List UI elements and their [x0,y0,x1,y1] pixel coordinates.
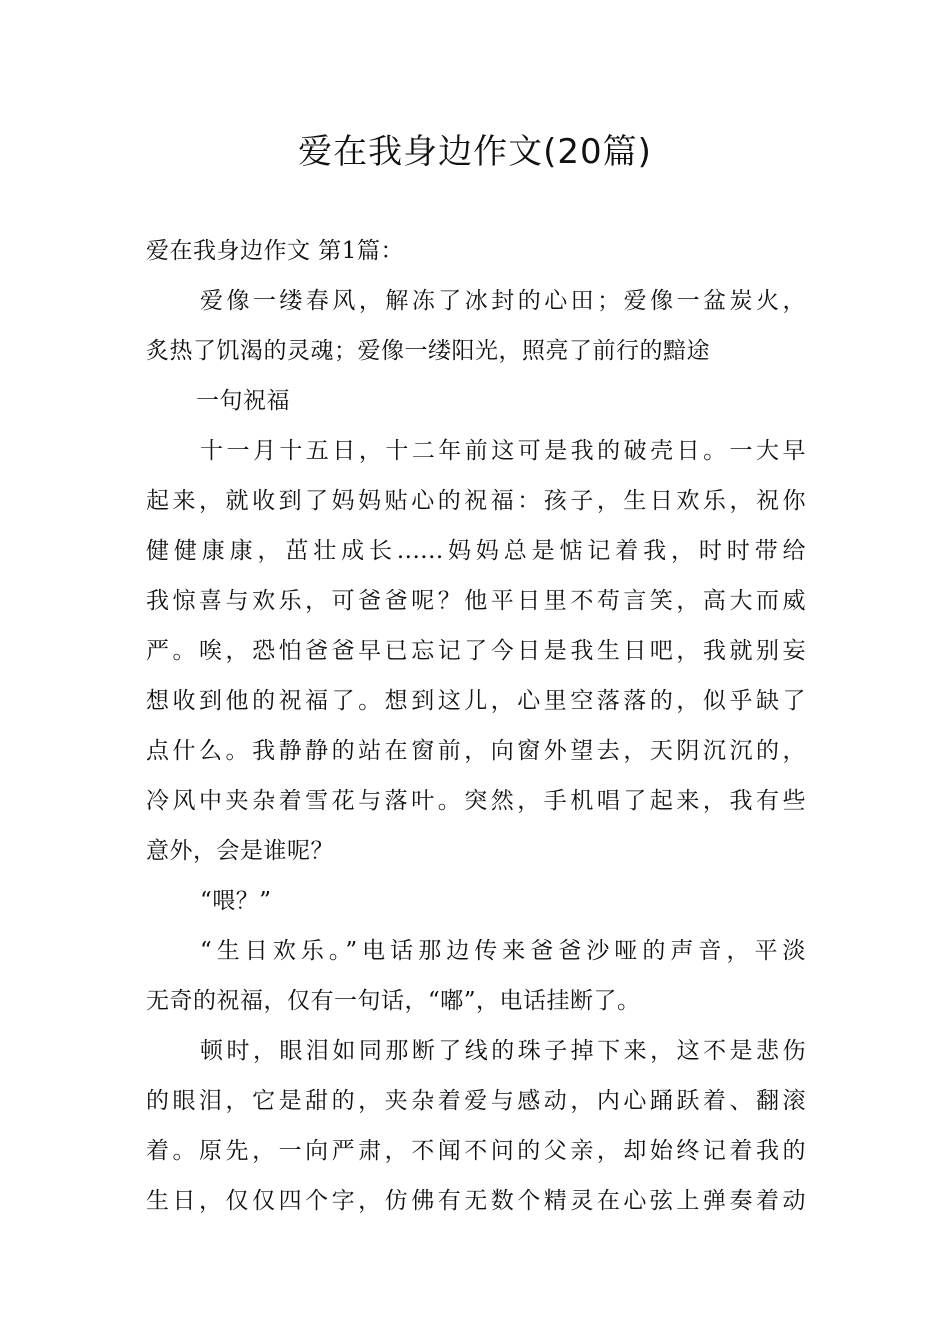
paragraph-line: 健健康康，茁壮成长......妈妈总是惦记着我，时时带给 [146,538,806,564]
paragraph-line: 的眼泪，它是甜的，夹杂着爱与感动，内心踊跃着、翻滚 [146,1088,806,1114]
paragraph-line: 生日，仅仅四个字，仿佛有无数个精灵在心弦上弹奏着动 [146,1188,806,1214]
subheading: 一句祝福 [196,388,290,414]
section-heading: 爱在我身边作文 第1篇： [146,238,404,264]
paragraph-line: 想收到他的祝福了。想到这儿，心里空落落的，似乎缺了 [146,688,806,714]
document-title: 爱在我身边作文(20篇) [298,132,652,172]
paragraph-line: 我惊喜与欢乐，可爸爸呢？他平日里不苟言笑，高大而威 [146,588,806,614]
paragraph-line: 冷风中夹杂着雪花与落叶。突然，手机唱了起来，我有些 [146,788,806,814]
dialogue-line: “喂？” [200,888,272,914]
paragraph-line: 严。唉，恐怕爸爸早已忘记了今日是我生日吧，我就别妄 [146,638,806,664]
paragraph-line: 点什么。我静静的站在窗前，向窗外望去，天阴沉沉的， [146,738,806,764]
document-body [146,226,806,1226]
paragraph-line: 炙热了饥渴的灵魂；爱像一缕阳光，照亮了前行的黯途 [146,338,710,364]
paragraph-line: 顿时，眼泪如同那断了线的珠子掉下来，这不是悲伤 [200,1038,806,1064]
paragraph-line: 十一月十五日，十二年前这可是我的破壳日。一大早 [200,438,806,464]
paragraph-line: 意外，会是谁呢？ [146,838,334,864]
paragraph-line: “生日欢乐。”电话那边传来爸爸沙哑的声音，平淡 [200,938,806,964]
paragraph-line: 爱像一缕春风，解冻了冰封的心田；爱像一盆炭火， [200,288,806,314]
paragraph-line: 无奇的祝福，仅有一句话，“嘟”，电话挂断了。 [146,988,641,1014]
paragraph-line: 着。原先，一向严肃，不闻不问的父亲，却始终记着我的 [146,1138,806,1164]
paragraph-line: 起来，就收到了妈妈贴心的祝福：孩子，生日欢乐，祝你 [146,488,806,514]
